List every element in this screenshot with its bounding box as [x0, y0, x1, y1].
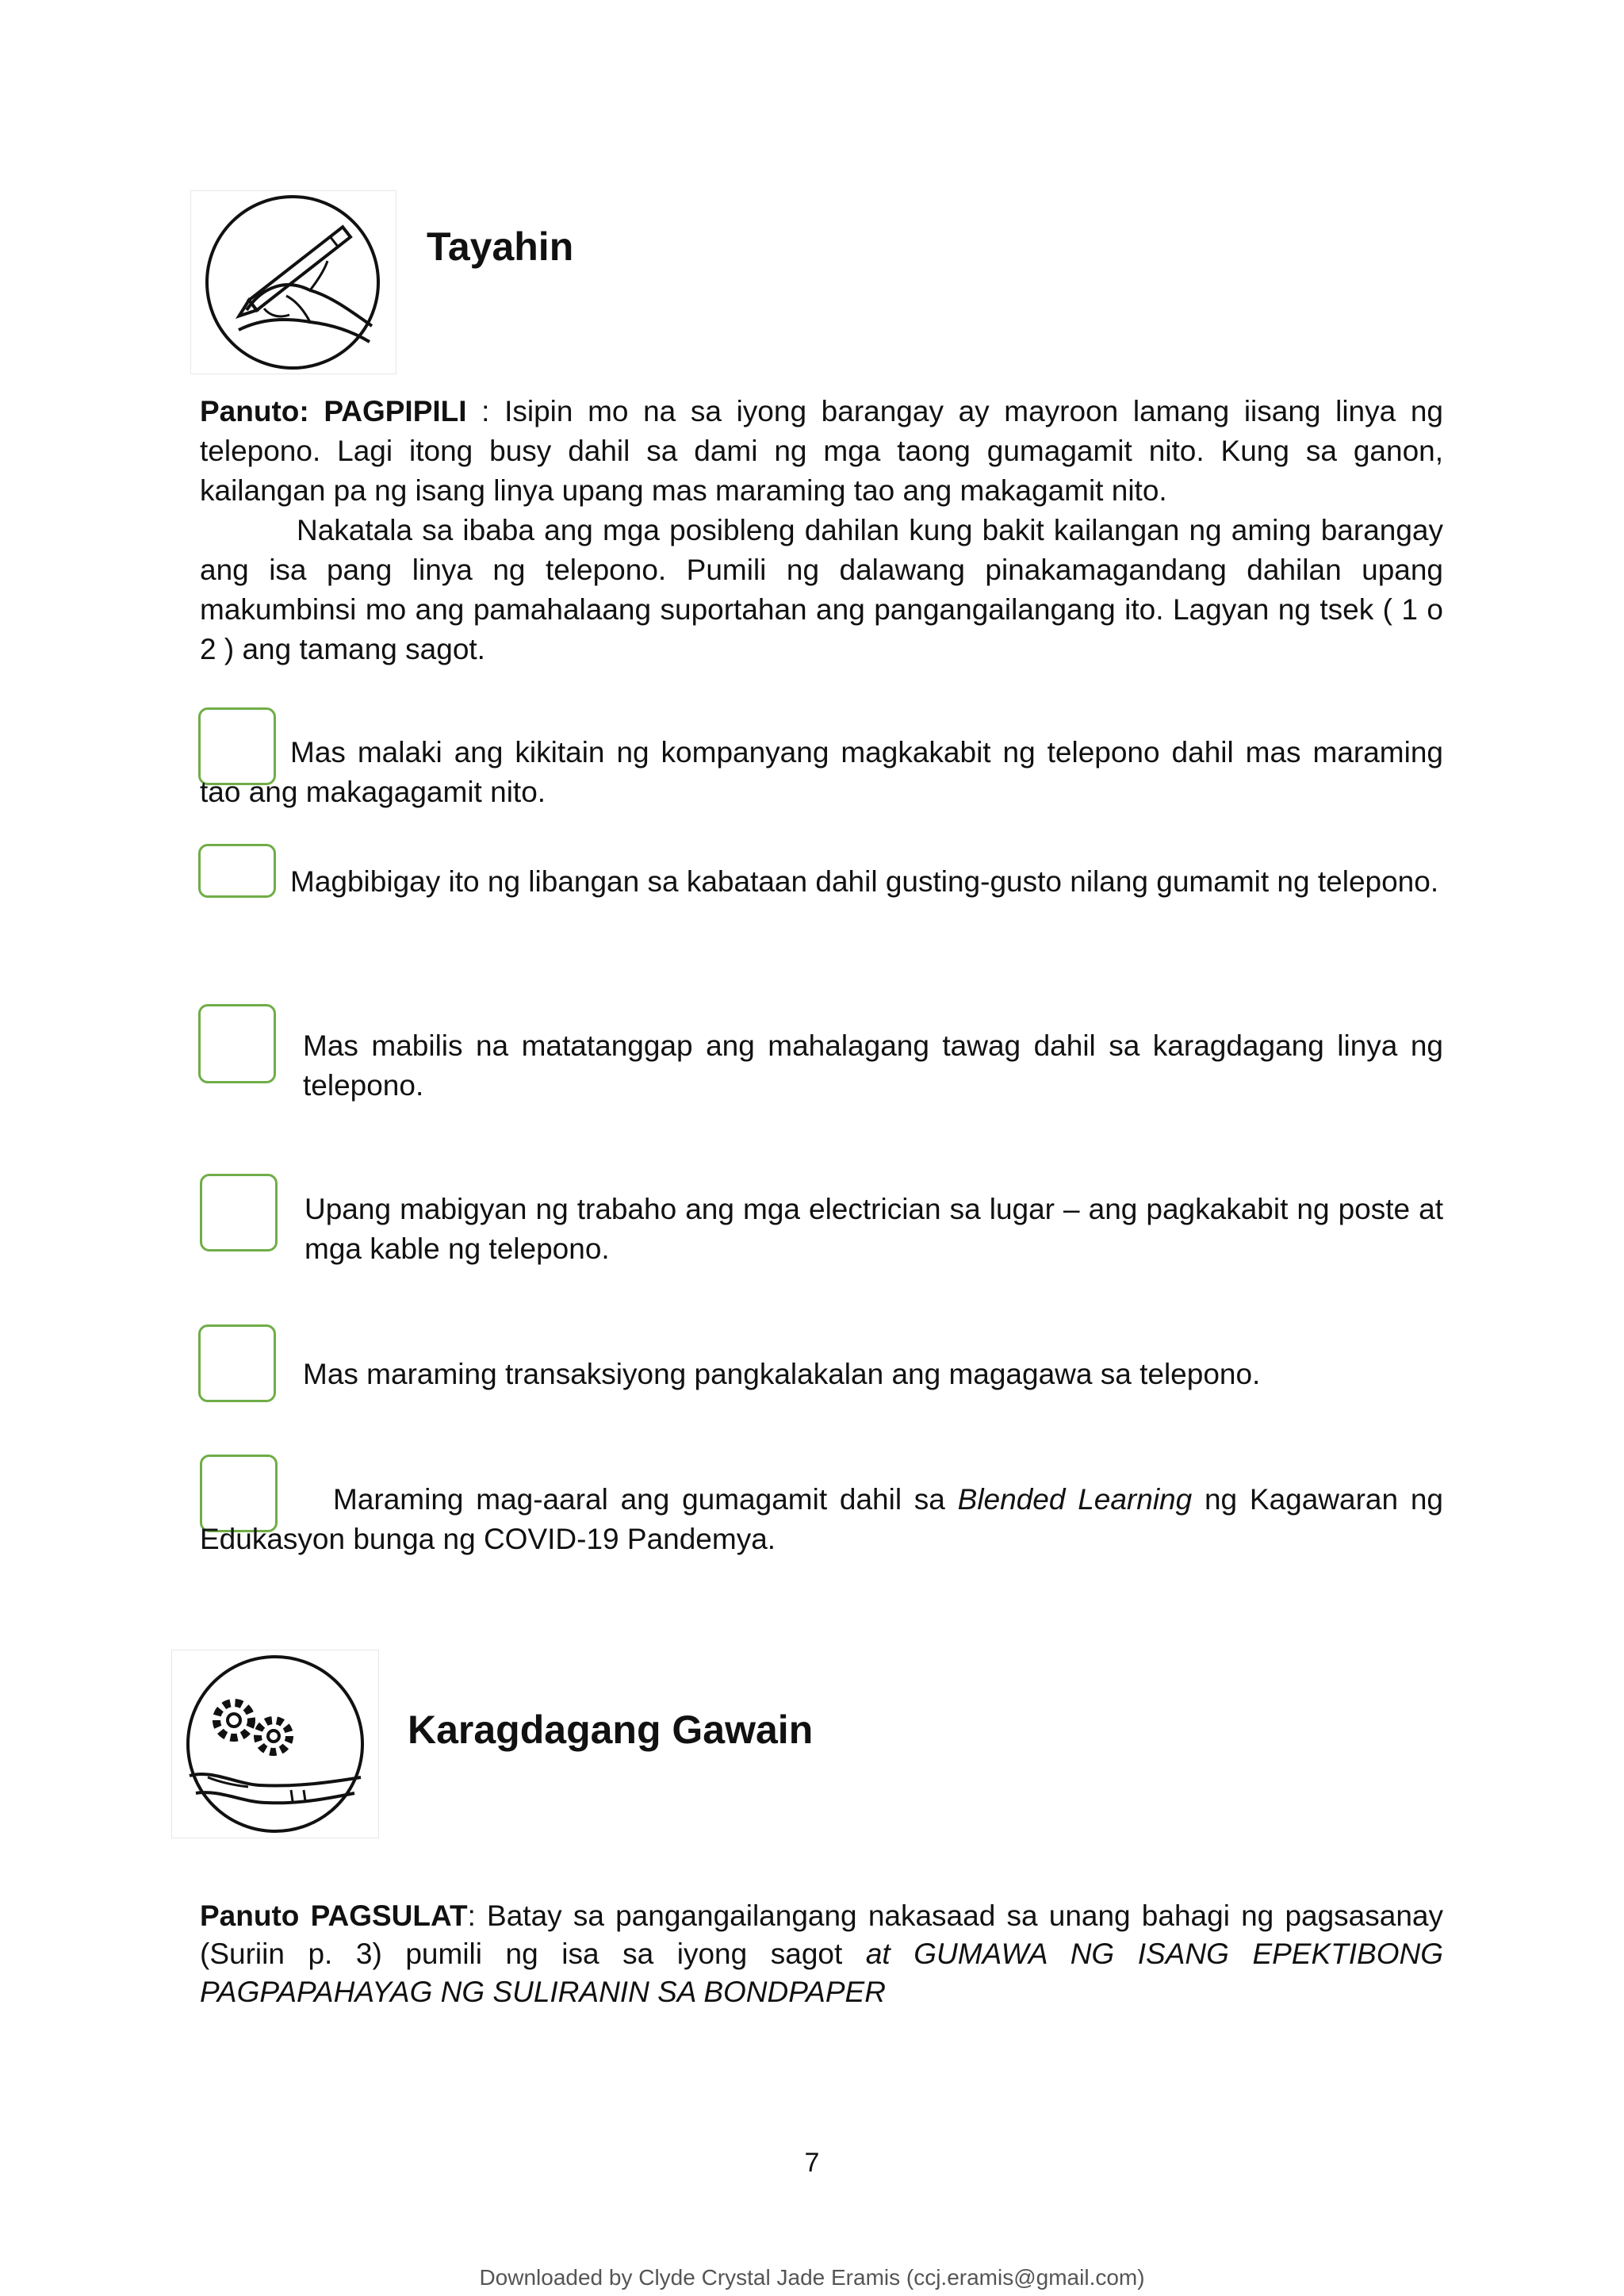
option-text-3: Mas mabilis na matatanggap ang mahalagang tawag dahil sa karagdagang linya ng telepono. — [303, 1029, 1443, 1102]
instruction-italic: at GUMAWA NG ISANG EPEKTIBONG PAGPAPAHAYAG NG SULIRANIN SA BONDPAPER — [200, 1938, 1443, 2008]
tayahin-paragraph-2: Nakatala sa ibaba ang mga posibleng dahilan kung bakit kailangan ng aming barangay ang isa pang linya ng telepono. Pumili ng dalawang pinakamagandang dahilan upang makumbinsi mo ang pamahalaang suportahan ang pangangailangang ito. Lagyan ng tsek ( 1 o 2 ) ang tamang sagot. — [200, 514, 1443, 665]
download-footer: Downloaded by Clyde Crystal Jade Eramis (ccj.eramis@gmail.com) — [479, 2265, 1145, 2290]
tayahin-instruction — [200, 392, 1443, 511]
option-text-4: Upang mabigyan ng trabaho ang mga electrician sa lugar – ang pagkakabit ng poste at mga kable ng telepono. — [304, 1193, 1443, 1265]
option-text-5: Mas maraming transaksiyong pangkalakalan ang magagawa sa telepono. — [303, 1358, 1261, 1390]
instruction-text: : Batay sa pangangailangang nakasaad sa unang bahagi ng pagsasanay (Suriin p. 3) pumili ng isa sa iyong sagot — [200, 1899, 1443, 1970]
section-title-karagdagang-gawain: Karagdagang Gawain — [408, 1708, 814, 1752]
instruction-label: Panuto: PAGPIPILI — [200, 395, 467, 427]
option-text-2: Magbibigay ito ng libangan sa kabataan dahil gusting-gusto nilang gumamit ng telepono. — [290, 865, 1439, 898]
page-number: 7 — [804, 2148, 820, 2178]
option-text-1: Mas malaki ang kikitain ng kompanyang magkakabit ng telepono dahil mas maraming tao ang makagagamit nito. — [200, 736, 1443, 808]
option-checkbox-4[interactable] — [200, 1174, 278, 1251]
gears-on-hand-icon — [171, 1650, 379, 1838]
option-checkbox-3[interactable] — [198, 1004, 276, 1083]
karagdagan-instruction — [200, 1897, 1443, 2011]
section-title-tayahin: Tayahin — [427, 224, 574, 269]
instruction-text: : Isipin mo na sa iyong barangay ay mayroon lamang iisang linya ng telepono. Lagi itong busy dahil sa dami ng mga taong gumagamit nito. Kung sa ganon, kailangan pa ng isang linya upang mas maraming tao ang makagamit nito. — [200, 395, 1443, 507]
hand-writing-with-pencil-icon — [190, 190, 396, 374]
option-checkbox-5[interactable] — [198, 1324, 276, 1402]
instruction-label: Panuto PAGSULAT — [200, 1899, 468, 1932]
option-text-6: Maraming mag-aaral ang gumagamit dahil sa Blended Learning ng Kagawaran ng Edukasyon bunga ng COVID-19 Pandemya. — [200, 1483, 1443, 1555]
